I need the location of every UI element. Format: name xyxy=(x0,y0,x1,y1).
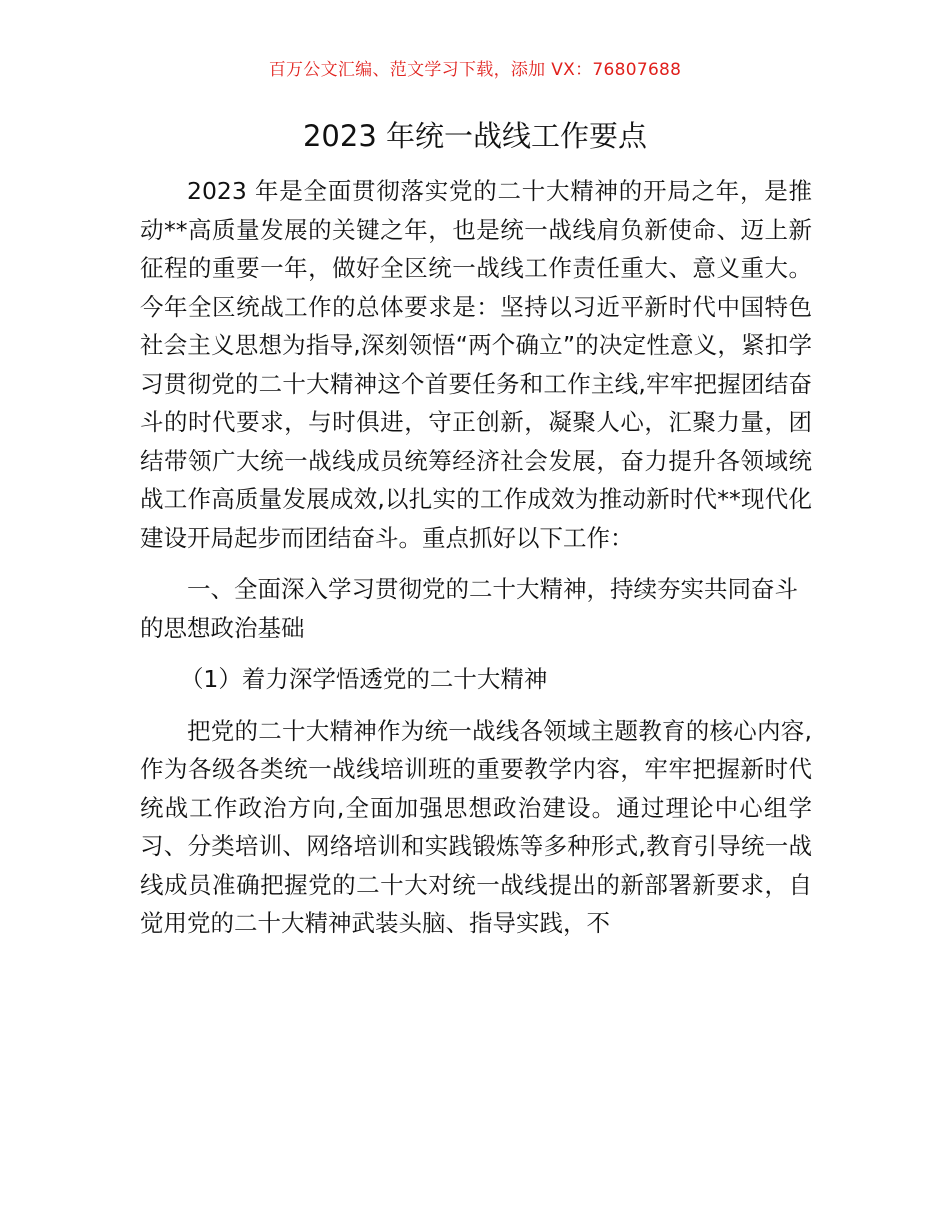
paragraph-gap xyxy=(140,647,812,660)
header-watermark-note: 百万公文汇编、范文学习下载，添加 VX：76807688 xyxy=(268,60,682,80)
paragraph-gap xyxy=(140,699,812,712)
subsection-1-paragraph: 把党的二十大精神作为统一战线各领域主题教育的核心内容,作为各级各类统一战线培训班的重要教学内容，牢牢把握新时代统战工作政治方向,全面加强思想政治建设。通过理论中心组学习、分类培训、网络培训和实践锻炼等多种形式,教育引导统一战线成员准确把握党的二十大对统一战线提出的新部署新要求，自觉用党的二十大精神武装头脑、指导实践，不 xyxy=(140,716,812,937)
section-heading-1: 一、全面深入学习贯彻党的二十大精神，持续夯实共同奋斗的思想政治基础 xyxy=(140,575,798,642)
document-title: 2023 年统一战线工作要点 xyxy=(302,119,648,153)
document-body xyxy=(140,172,812,943)
intro-paragraph: 2023 年是全面贯彻落实党的二十大精神的开局之年，是推动**高质量发展的关键之年，也是统一战线肩负新使命、迈上新征程的重要一年，做好全区统一战线工作责任重大、意义重大。今年全区统战工作的总体要求是：坚持以习近平新时代中国特色社会主义思想为指导,深刻领悟“两个确立”的决定性意义，紧扣学习贯彻党的二十大精神这个首要任务和工作主线,牢牢把握团结奋斗的时代要求，与时俱进，守正创新，凝聚人心，汇聚力量，团结带领广大统一战线成员统筹经济社会发展，奋力提升各领域统战工作高质量发展成效,以扎实的工作成效为推动新时代**现代化建设开局起步而团结奋斗。重点抓好以下工作： xyxy=(140,177,812,552)
subsection-heading-1: （1）着力深学悟透党的二十大精神 xyxy=(179,665,548,693)
paragraph-gap xyxy=(140,557,812,570)
